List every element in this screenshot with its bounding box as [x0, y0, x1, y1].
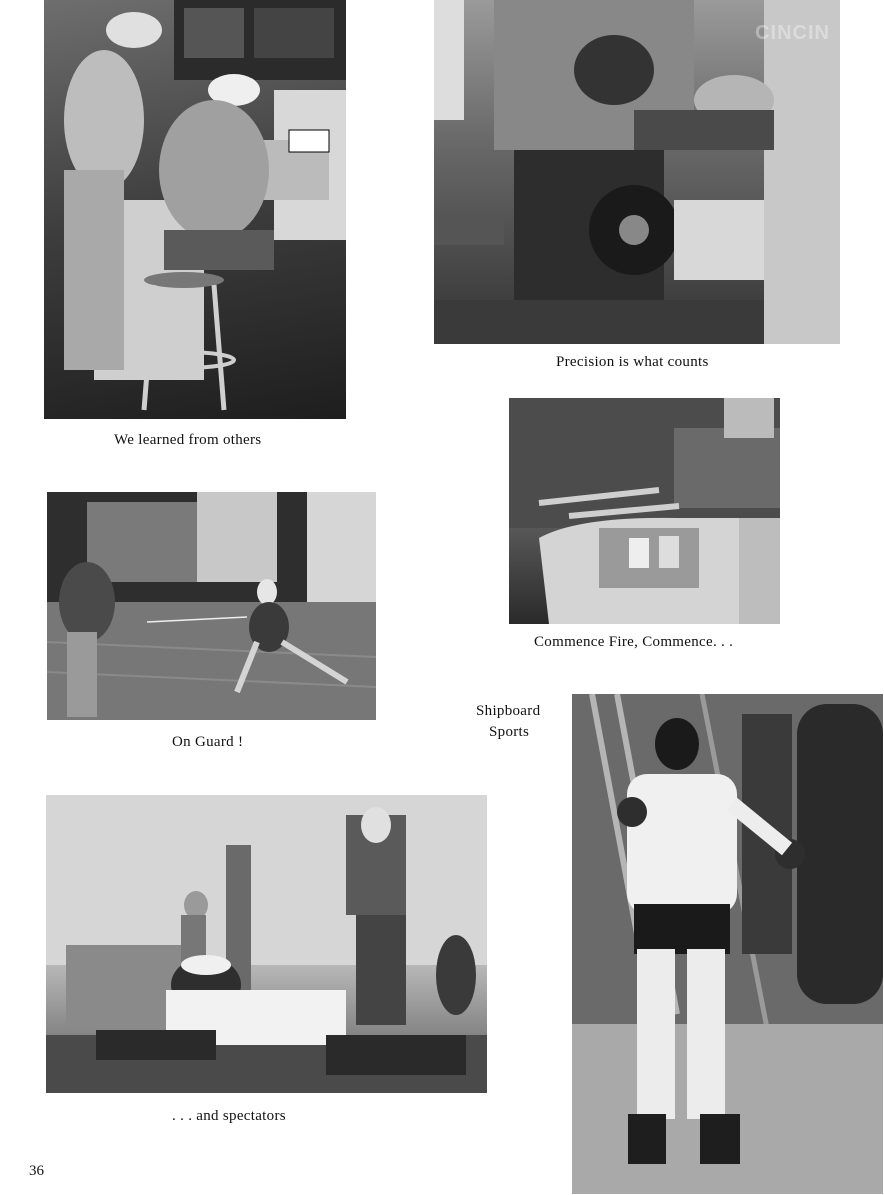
lathe-illustration	[434, 0, 840, 344]
photo-gun-mount	[509, 398, 780, 624]
boxer-illustration	[572, 694, 883, 1194]
caption-radio-room: We learned from others	[114, 432, 262, 448]
radio-room-illustration	[44, 0, 346, 419]
section-label-line1: Shipboard	[476, 703, 541, 719]
fencing-illustration	[47, 492, 376, 720]
caption-fencing: On Guard !	[172, 734, 244, 750]
section-label-line2: Sports	[489, 724, 530, 740]
photo-boxer	[572, 694, 883, 1194]
caption-gun-mount: Commence Fire, Commence. . .	[534, 634, 734, 650]
gun-mount-illustration	[509, 398, 780, 624]
photo-fencing	[47, 492, 376, 720]
photo-spectators	[46, 795, 487, 1093]
photo-lathe	[434, 0, 840, 344]
caption-lathe: Precision is what counts	[556, 354, 709, 370]
watermark-text: CINCIN	[755, 22, 830, 44]
spectators-illustration	[46, 795, 487, 1093]
page-number: 36	[29, 1163, 44, 1179]
photo-radio-room	[44, 0, 346, 419]
caption-spectators: . . . and spectators	[172, 1108, 286, 1124]
